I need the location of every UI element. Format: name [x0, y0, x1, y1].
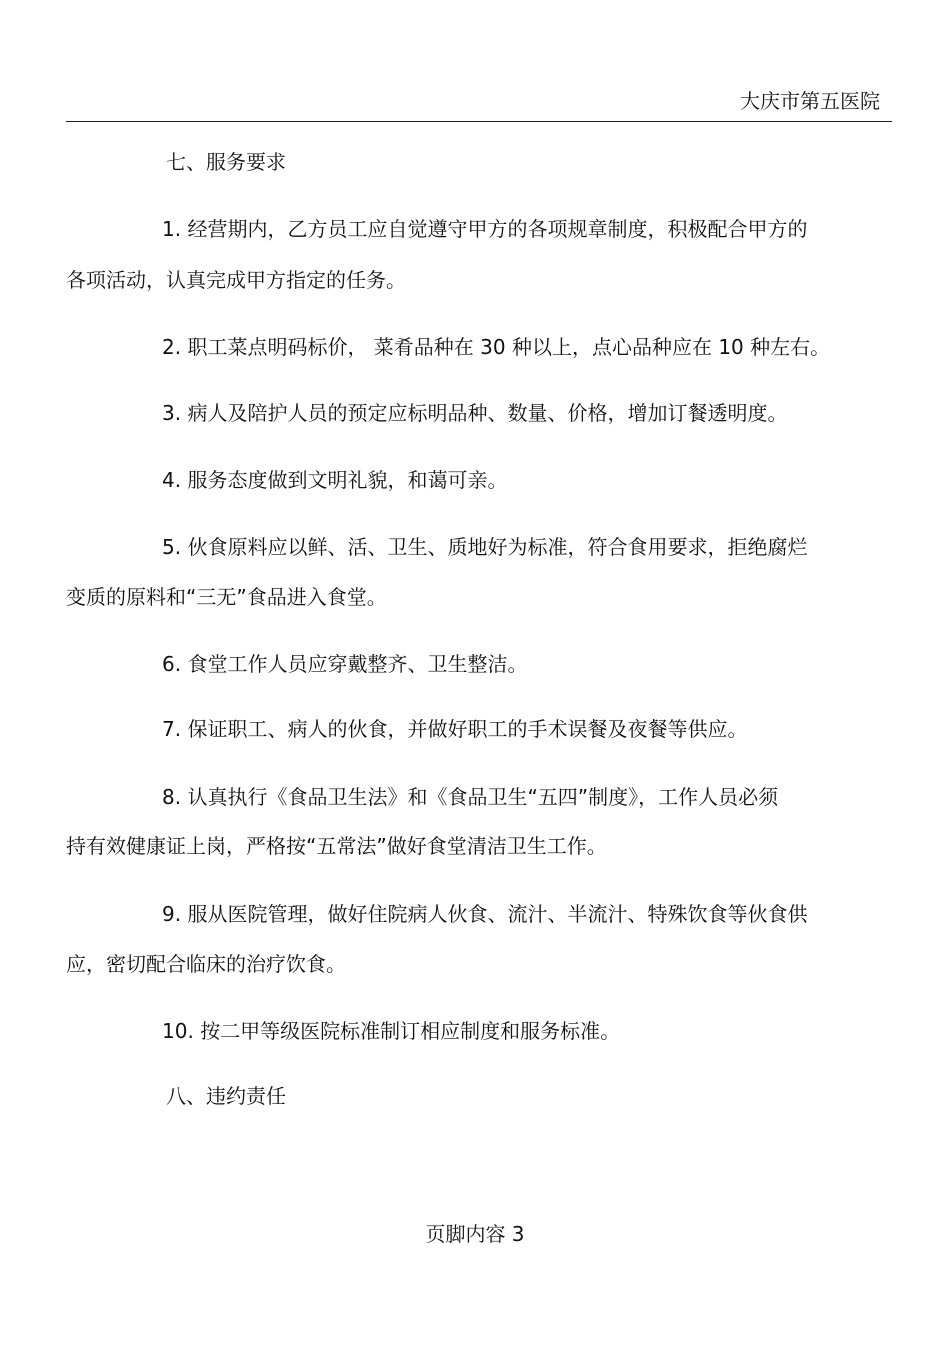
item-1-line-1: 1. 经营期内，乙方员工应自觉遵守甲方的各项规章制度，积极配合甲方的: [162, 217, 808, 241]
item-4-line-1: 4. 服务态度做到文明礼貌，和蔼可亲。: [162, 468, 508, 492]
item-10-line-1: 10. 按二甲等级医院标准制订相应制度和服务标准。: [162, 1019, 621, 1043]
section-heading-service-requirements: 七、服务要求: [166, 150, 286, 174]
header-hospital-name: 大庆市第五医院: [740, 89, 880, 113]
item-9-line-1: 9. 服从医院管理，做好住院病人伙食、流汁、半流汁、特殊饮食等伙食供: [162, 902, 808, 926]
item-9-line-2: 应，密切配合临床的治疗饮食。: [66, 952, 346, 976]
item-8-line-1: 8. 认真执行《食品卫生法》和《食品卫生“五四”制度》，工作人员必须: [162, 785, 779, 809]
page-footer: 页脚内容 3: [425, 1222, 525, 1246]
header-divider: [66, 121, 892, 122]
item-1-line-2: 各项活动，认真完成甲方指定的任务。: [66, 268, 406, 292]
item-6-line-1: 6. 食堂工作人员应穿戴整齐、卫生整洁。: [162, 652, 528, 676]
item-5-line-2: 变质的原料和“三无”食品进入食堂。: [66, 585, 387, 609]
item-5-line-1: 5. 伙食原料应以鲜、活、卫生、质地好为标准，符合食用要求，拒绝腐烂: [162, 535, 808, 559]
item-7-line-1: 7. 保证职工、病人的伙食，并做好职工的手术误餐及夜餐等供应。: [162, 717, 748, 741]
item-3-line-1: 3. 病人及陪护人员的预定应标明品种、数量、价格，增加订餐透明度。: [162, 401, 788, 425]
section-heading-breach-liability: 八、违约责任: [166, 1084, 286, 1108]
item-8-line-2: 持有效健康证上岗，严格按“五常法”做好食堂清洁卫生工作。: [66, 834, 607, 858]
item-2-line-1: 2. 职工菜点明码标价， 菜肴品种在 30 种以上，点心品种应在 10 种左右。: [162, 335, 831, 359]
